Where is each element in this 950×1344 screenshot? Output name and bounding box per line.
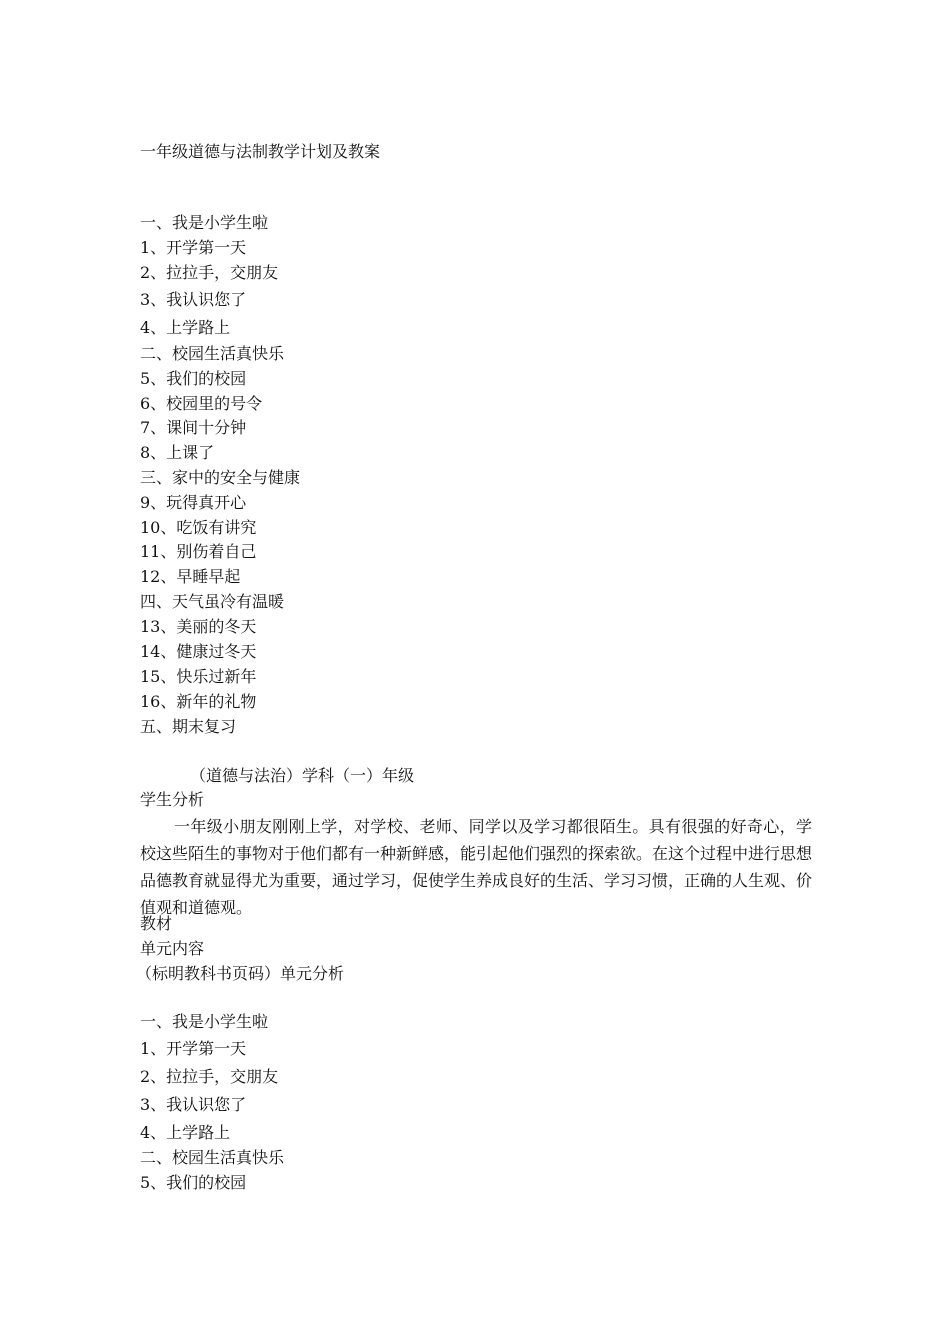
student-analysis-paragraph: 一年级小朋友刚刚上学，对学校、老师、同学以及学习都很陌生。具有很强的好奇心，学校这些陌生的事物对于他们都有一种新鲜感，能引起他们强烈的探索欲。在这个过程中进行思想品德教育就显得尤为重要，通过学习，促使学生养成良好的生活、学习习惯，正确的人生观、价值观和道德观。 xyxy=(140,817,813,917)
material-label: 教材 xyxy=(140,914,173,933)
toc-item: 9、玩得真开心 xyxy=(140,493,247,512)
toc-item: 5、我们的校园 xyxy=(140,1173,247,1192)
toc-item: 一、我是小学生啦 xyxy=(140,1012,269,1031)
toc-item: 5、我们的校园 xyxy=(140,369,247,388)
toc-item: 4、上学路上 xyxy=(140,318,231,337)
toc-item: 16、新年的礼物 xyxy=(140,692,257,711)
toc-item: 四、天气虽冷有温暖 xyxy=(140,592,285,611)
toc-item: 7、课间十分钟 xyxy=(140,418,247,437)
toc-item: 一、我是小学生啦 xyxy=(140,213,269,232)
document-title: 一年级道德与法制教学计划及教案 xyxy=(140,142,381,161)
toc-item: 6、校园里的号令 xyxy=(140,394,263,413)
toc-item: 8、上课了 xyxy=(140,443,215,462)
toc-item: 二、校园生活真快乐 xyxy=(140,1148,285,1167)
subject-header: （道德与法治）学科（一）年级 xyxy=(190,766,415,785)
unit-analysis-label: （标明教科书页码）单元分析 xyxy=(136,964,345,983)
toc-item: 14、健康过冬天 xyxy=(140,642,257,661)
toc-item: 12、早睡早起 xyxy=(140,567,241,586)
toc-item: 1、开学第一天 xyxy=(140,238,247,257)
toc-item: 3、我认识您了 xyxy=(140,290,247,309)
toc-item: 2、拉拉手，交朋友 xyxy=(140,263,279,282)
toc-item: 二、校园生活真快乐 xyxy=(140,344,285,363)
student-analysis-heading: 学生分析 xyxy=(140,790,205,809)
toc-item: 五、期末复习 xyxy=(140,717,237,736)
toc-item: 2、拉拉手，交朋友 xyxy=(140,1067,279,1086)
toc-item: 4、上学路上 xyxy=(140,1123,231,1142)
unit-content-label: 单元内容 xyxy=(140,939,205,958)
toc-item: 3、我认识您了 xyxy=(140,1095,247,1114)
toc-item: 15、快乐过新年 xyxy=(140,667,257,686)
toc-item: 13、美丽的冬天 xyxy=(140,617,257,636)
toc-item: 11、别伤着自己 xyxy=(140,542,257,561)
toc-item: 1、开学第一天 xyxy=(140,1039,247,1058)
toc-item: 10、吃饭有讲究 xyxy=(140,518,257,537)
toc-item: 三、家中的安全与健康 xyxy=(140,468,301,487)
